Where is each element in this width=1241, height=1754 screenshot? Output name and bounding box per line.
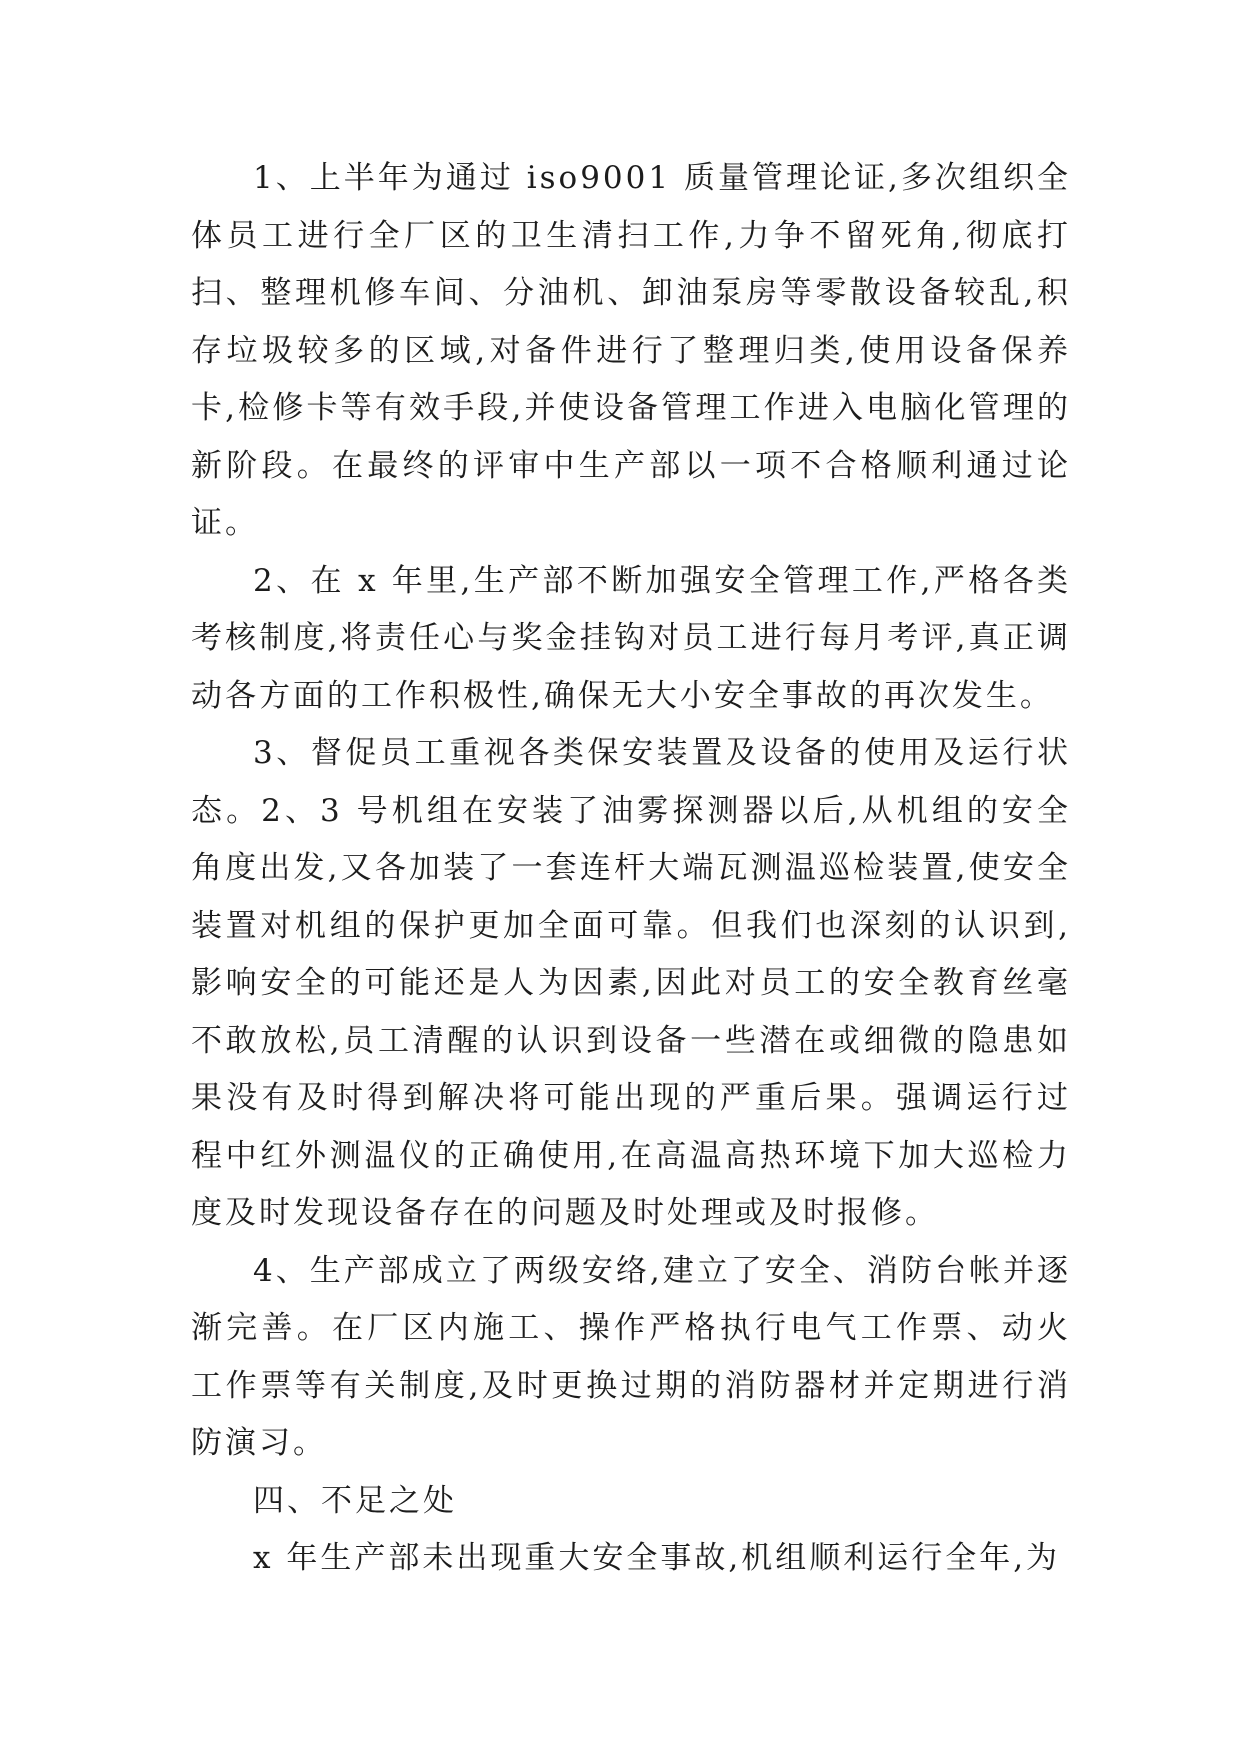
paragraph-2: 2、在 x 年里,生产部不断加强安全管理工作,严格各类考核制度,将责任心与奖金挂钩对员工进行每月考评,真正调动各方面的工作积极性,确保无大小安全事故的再次发生。 (191, 562, 1071, 714)
section-heading: 四、不足之处 (253, 1482, 457, 1519)
paragraph-3: 3、督促员工重视各类保安装置及设备的使用及运行状态。2、3 号机组在安装了油雾探测器以后,从机组的安全角度出发,又各加装了一套连杆大端瓦测温巡检装置,使安全装置对机组的保护更加全面可靠。但我们也深刻的认识到,影响安全的可能还是人为因素,因此对员工的安全教育丝毫不敢放松,员工清醒的认识到设备一些潜在或细微的隐患如果没有及时得到解决将可能出现的严重后果。强调运行过程中红外测温仪的正确使用,在高温高热环境下加大巡检力度及时发现设备存在的问题及时处理或及时报修。 (191, 735, 1071, 1231)
paragraph-1: 1、上半年为通过 iso9001 质量管理论证,多次组织全体员工进行全厂区的卫生清扫工作,力争不留死角,彻底打扫、整理机修车间、分油机、卸油泵房等零散设备较乱,积存垃圾较多的区域,对备件进行了整理归类,使用设备保养卡,检修卡等有效手段,并使设备管理工作进入电脑化管理的新阶段。在最终的评审中生产部以一项不合格顺利通过论证。 (191, 160, 1071, 541)
document-body (191, 150, 1071, 1588)
paragraph-4: 4、生产部成立了两级安络,建立了安全、消防台帐并逐渐完善。在厂区内施工、操作严格执行电气工作票、动火工作票等有关制度,及时更换过期的消防器材并定期进行消防演习。 (191, 1252, 1071, 1461)
closing-paragraph: x 年生产部未出现重大安全事故,机组顺利运行全年,为 (253, 1540, 1061, 1576)
